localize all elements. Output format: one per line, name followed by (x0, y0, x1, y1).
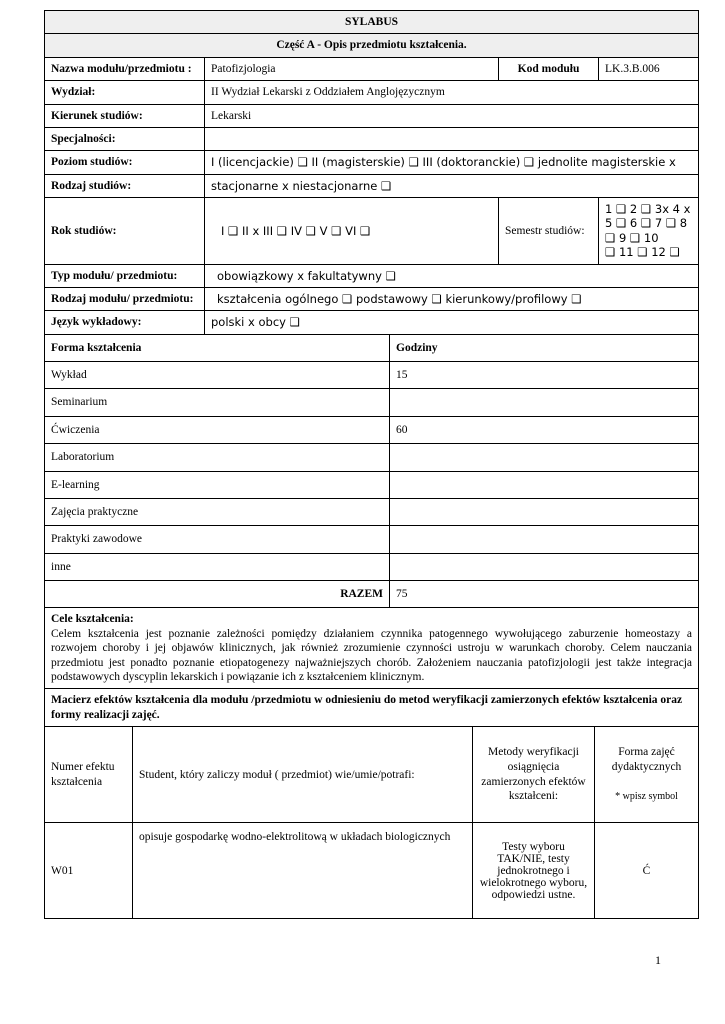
table-row (45, 444, 699, 471)
form-name: Zajęcia praktyczne (45, 498, 390, 525)
effect-description: opisuje gospodarkę wodno-elektrolitową w układach biologicznych (133, 823, 473, 919)
table-row (45, 416, 699, 443)
form-name: Wykład (45, 362, 390, 389)
cele-cell (45, 608, 699, 689)
row-kierunek (45, 104, 699, 127)
form-name: Ćwiczenia (45, 416, 390, 443)
document-subtitle: Część A - Opis przedmiotu kształcenia. (45, 34, 699, 57)
value-jezyk-wykladowy: polski x obcy ❑ (205, 311, 699, 334)
form-hours (390, 498, 699, 525)
row-jezyk (45, 311, 699, 334)
value-rodzaj-studiow: stacjonarne x niestacjonarne ❑ (205, 174, 699, 197)
row-rodzaj-modulu (45, 287, 699, 310)
matrix-header-row (45, 727, 699, 823)
value-typ-modulu: obowiązkowy x fakultatywny ❑ (205, 264, 699, 287)
effects-matrix-table (44, 726, 699, 919)
table-row (45, 553, 699, 580)
table-row (45, 823, 699, 919)
matrix-col4-title: Forma zajęć dydaktycznych (611, 745, 682, 773)
label-kierunek: Kierunek studiów: (45, 104, 205, 127)
matrix-col1-header: Numer efektu kształcenia (45, 727, 133, 823)
row-typ-modulu (45, 264, 699, 287)
matrix-col4-note: * wpisz symbol (615, 791, 678, 803)
row-rok-studiow (45, 198, 699, 265)
table-row (45, 389, 699, 416)
label-typ-modulu: Typ modułu/ przedmiotu: (45, 264, 205, 287)
forms-total-row (45, 581, 699, 608)
row-nazwa (45, 57, 699, 80)
matrix-col4-header (595, 727, 699, 823)
forms-col1-header: Forma kształcenia (45, 334, 390, 361)
cele-table (44, 607, 699, 727)
value-kierunek: Lekarski (205, 104, 699, 127)
label-rodzaj-studiow: Rodzaj studiów: (45, 174, 205, 197)
value-rok-studiow: I ❑ II x III ❑ IV ❑ V ❑ VI ❑ (205, 198, 499, 265)
value-semestr-studiow (599, 198, 699, 265)
effect-form: Ć (595, 823, 699, 919)
label-semestr-studiow: Semestr studiów: (499, 198, 599, 265)
form-hours: 15 (390, 362, 699, 389)
row-wydzial (45, 81, 699, 104)
label-rok-studiow: Rok studiów: (45, 198, 205, 265)
row-rodzaj-studiow (45, 174, 699, 197)
syllabus-main-table (44, 10, 699, 335)
value-specjalnosci (205, 127, 699, 150)
row-poziom (45, 151, 699, 174)
form-name: Laboratorium (45, 444, 390, 471)
table-row (45, 498, 699, 525)
matrix-col2-header: Student, który zaliczy moduł ( przedmiot) wie/umie/potrafi: (133, 727, 473, 823)
total-hours: 75 (390, 581, 699, 608)
form-name: inne (45, 553, 390, 580)
form-hours (390, 444, 699, 471)
value-poziom: I (licencjackie) ❑ II (magisterskie) ❑ III (doktoranckie) ❑ jednolite magisterskie x (205, 151, 699, 174)
semestr-line-2: ❑ 11 ❑ 12 ❑ (605, 245, 680, 260)
form-hours (390, 471, 699, 498)
cele-text: Celem kształcenia jest poznanie zależności pomiędzy działaniem czynnika patogennego wywołującego zaburzenie homeostazy a rozwojem choroby i jej objawów klinicznych, jak również zrozumienie czynności ustroju w warunkach choroby. Celem nauczania przedmiotu jest ponadto poznanie etiopatogenezy najważniejszych chorób. Założeniem nauczania patofizjologii jest także integracja podstawowych dyscyplin lekarskich i powiązanie ich z kształceniem klinicznym. (51, 627, 692, 683)
effect-number: W01 (45, 823, 133, 919)
header-title-row (45, 11, 699, 34)
semestr-line-1: 1 ❑ 2 ❑ 3x 4 x 5 ❑ 6 ❑ 7 ❑ 8 ❑ 9 ❑ 10 (605, 202, 691, 245)
macierz-heading: Macierz efektów kształcenia dla modułu /przedmiotu w odniesieniu do metod weryfikacji zamierzonych efektów kształcenia oraz formy realizacji zajęć. (45, 689, 699, 727)
table-row (45, 362, 699, 389)
label-poziom: Poziom studiów: (45, 151, 205, 174)
form-hours (390, 526, 699, 553)
form-hours (390, 553, 699, 580)
table-row (45, 471, 699, 498)
table-row (45, 526, 699, 553)
matrix-col3-header: Metody weryfikacji osiągnięcia zamierzonych efektów kształceni: (473, 727, 595, 823)
effect-methods: Testy wyboru TAK/NIE, testy jednokrotnego i wielokrotnego wyboru, odpowiedzi ustne. (473, 823, 595, 919)
macierz-row (45, 689, 699, 727)
value-kod-modulu: LK.3.B.006 (599, 57, 699, 80)
total-label: RAZEM (45, 581, 390, 608)
forms-col2-header: Godziny (390, 334, 699, 361)
header-subtitle-row (45, 34, 699, 57)
label-jezyk-wykladowy: Język wykładowy: (45, 311, 205, 334)
row-specjalnosci (45, 127, 699, 150)
label-kod-modulu: Kod modułu (499, 57, 599, 80)
document-title: SYLABUS (45, 11, 699, 34)
label-specjalnosci: Specjalności: (45, 127, 205, 150)
label-rodzaj-modulu: Rodzaj modułu/ przedmiotu: (45, 287, 205, 310)
label-nazwa-modulu: Nazwa modułu/przedmiotu : (45, 57, 205, 80)
cele-row (45, 608, 699, 689)
forms-header-row (45, 334, 699, 361)
form-name: Praktyki zawodowe (45, 526, 390, 553)
form-hours (390, 389, 699, 416)
value-rodzaj-modulu: kształcenia ogólnego ❑ podstawowy ❑ kierunkowy/profilowy ❑ (205, 287, 699, 310)
value-wydzial: II Wydział Lekarski z Oddziałem Anglojęzycznym (205, 81, 699, 104)
cele-heading: Cele kształcenia: (51, 613, 134, 626)
label-wydzial: Wydział: (45, 81, 205, 104)
page-number: 1 (655, 953, 661, 967)
form-hours: 60 (390, 416, 699, 443)
value-nazwa-modulu: Patofizjologia (205, 57, 499, 80)
forms-hours-table (44, 334, 699, 609)
form-name: E-learning (45, 471, 390, 498)
form-name: Seminarium (45, 389, 390, 416)
